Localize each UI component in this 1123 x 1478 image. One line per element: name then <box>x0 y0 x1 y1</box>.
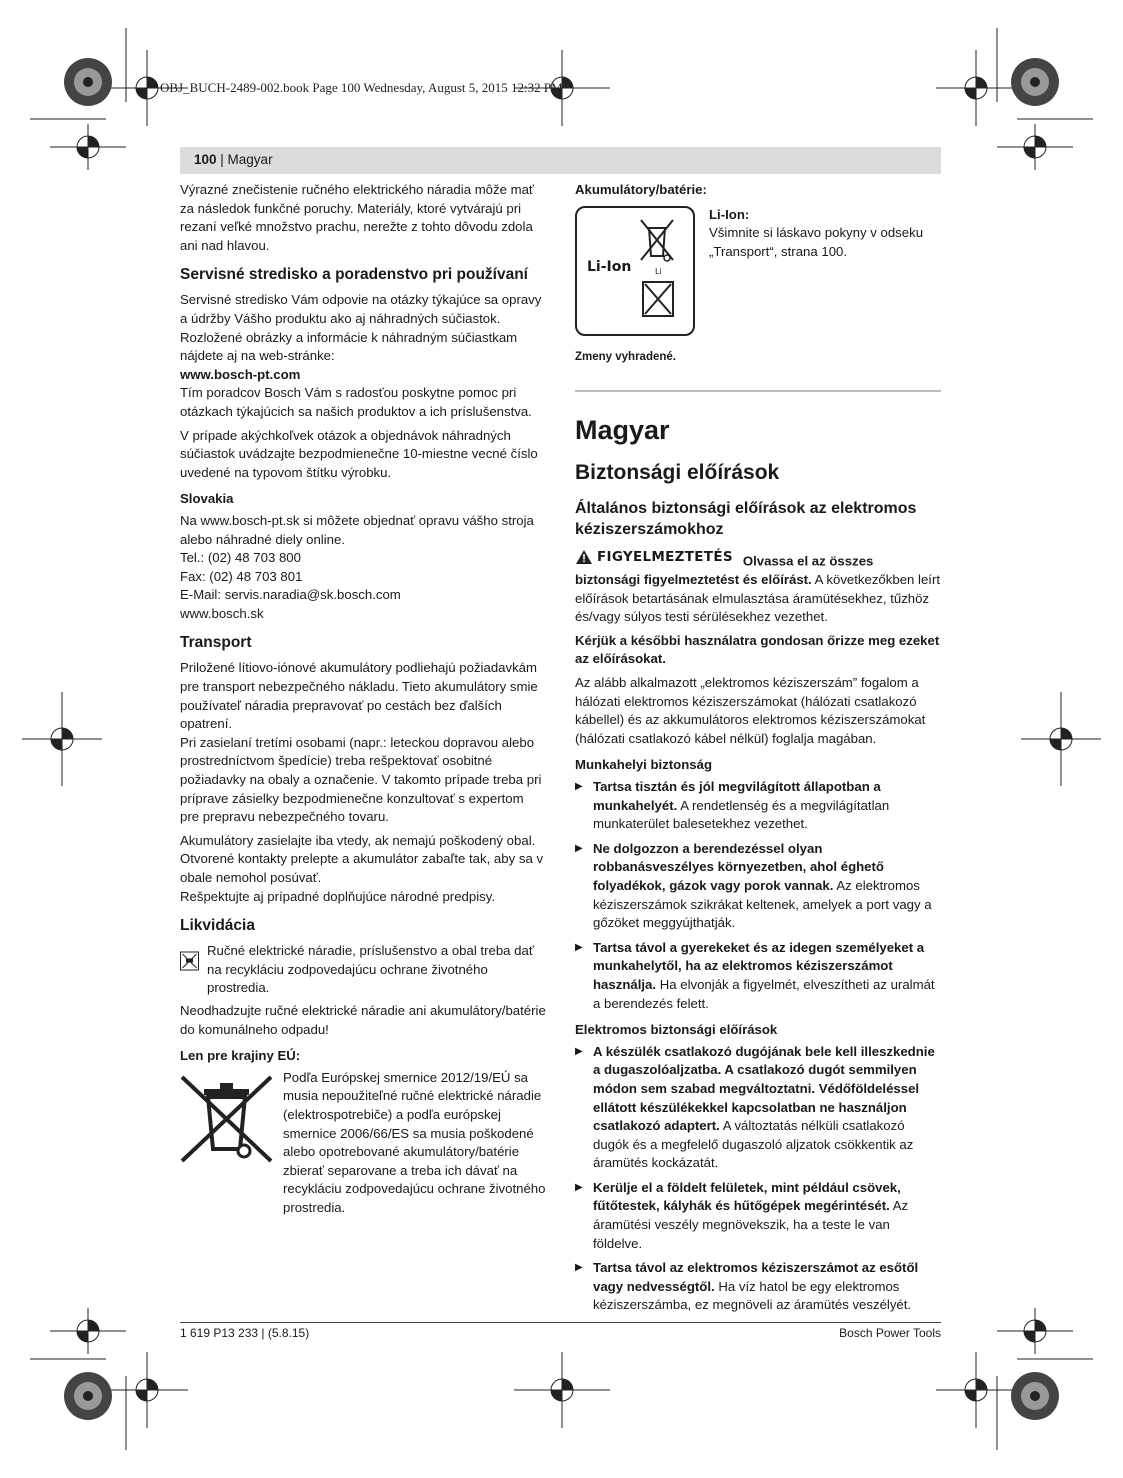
running-head-separator: | <box>216 152 228 167</box>
fax: Fax: (02) 48 703 801 <box>180 568 303 584</box>
term-paragraph: Az alább alkalmazott „elektromos kéziszerszám” fogalom a hálózati elektromos kéziszerszámokat (hálózati csatlakozó kábellel) és az akkumulátoros elektromos kéziszerszámokat (hálózati csatlakozó kábel nélkül) foglalja magában. <box>575 675 926 746</box>
email[interactable]: E-Mail: servis.naradia@sk.bosch.com <box>180 587 401 603</box>
transport-heading: Transport <box>180 634 252 652</box>
service-paragraph: Servisné stredisko Vám odpovie na otázky týkajúce sa opravy a údržby Vášho produktu ako aj náhradných súčiastok. Rozložené obrázky a informácie k náhradným súčiastkam nájdete aj na web-stránke: <box>180 292 542 364</box>
li-ion-text <box>709 206 941 336</box>
li-ion-bin-icon <box>639 216 679 326</box>
phone: Tel.: (02) 48 703 800 <box>180 550 301 566</box>
li-ion-paragraph: Všimnite si láskavo pokyny v odseku „Transport“, strana 100. <box>709 225 924 259</box>
electrical-heading: Elektromos biztonsági előírások <box>575 1022 778 1038</box>
warning-text: A következőkben leírt előírások betartásának elmulasztása áramütésekhez, tűzhöz és/vagy súlyos testi sérülésekhez vezethet. <box>575 572 941 625</box>
intro-paragraph: Výrazné znečistenie ručného elektrického náradia môže mať za následok funkčné poruchy. Materiály, ktoré vytvárajú pri rezaní veľké množstvo prachu, nerežte z tohto dôvodu zdola ani nad hlavou. <box>180 182 534 253</box>
eu-heading: Len pre krajiny EÚ: <box>180 1048 301 1064</box>
footer-brand: Bosch Power Tools <box>839 1326 941 1340</box>
service-url[interactable]: www.bosch-pt.com <box>180 366 301 382</box>
warning-triangle-icon <box>575 549 593 565</box>
footer-doc-number: 1 619 P13 233 | (5.8.15) <box>180 1326 310 1340</box>
transport-paragraph-1: Priložené lítiovo-iónové akumulátory podliehajú požiadavkám pre transport nebezpečného nákladu. Tieto akumulátory smie používateľ náradia prepravovať po cestách bez ďalších opatrení. <box>180 660 538 732</box>
footer-divider <box>180 1322 941 1323</box>
eu-paragraph: Podľa Európskej smernice 2012/19/EÚ sa musia nepoužiteľné ručné elektrické náradie (elektrospotrebiče) a podľa európskej smernice 2006/66/ES sa musia poškodené alebo opotrebované akumulátory/batérie zbierať separovane a treba ich dávať na recykláciu zodpovedajúcu ochrane životného prostredia. <box>283 1069 546 1215</box>
li-ion-symbol-label: Li-Ion <box>587 258 632 275</box>
list-item: ▶ Ne dolgozzon a berendezéssel olyan robbanásveszélyes környezetben, ahol éghető folyadékok, gázok vagy porok vannak. Az elektromos kéziszerszámok szikrákat keltenek, amelyek a port vagy a gőzöket meggyújthatják. <box>575 840 941 933</box>
slovakia-paragraph: Na www.bosch-pt.sk si môžete objednať opravu vášho stroja alebo náhradné diely online. <box>180 512 534 547</box>
slovakia-heading: Slovakia <box>180 491 234 507</box>
general-safety-heading: Általános biztonsági előírások az elektromos kéziszerszámokhoz <box>575 500 917 539</box>
transport-paragraph-4: Rešpektujte aj prípadné doplňujúce národné predpisy. <box>180 888 496 904</box>
li-ion-row <box>575 206 941 336</box>
warning-paragraph <box>575 548 941 627</box>
page-number: 100 <box>194 152 217 167</box>
running-head-language: Magyar <box>227 152 273 167</box>
li-ion-heading: Li-Ion: <box>709 206 750 222</box>
warning-label: FIGYELMEZTETÉS <box>597 549 733 566</box>
section-divider <box>575 390 941 392</box>
running-head <box>194 152 273 167</box>
keep-instructions: Kérjük a későbbi használatra gondosan őrizze meg ezeket az előírásokat. <box>575 632 940 667</box>
warning-badge <box>575 548 737 567</box>
list-item: ▶ A készülék csatlakozó dugójának bele kell illeszkednie a dugaszolóaljzatba. A csatlakozó dugót semmilyen módon sem szabad megváltoztatni. Védőföldeléssel ellátott készülékekkel kapcsolatban ne használjon csatlakozó adaptert. A változtatás nélküli csatlakozó dugók és a megfelelő dugaszoló aljzatok csökkentik az áramütés kockázatát. <box>575 1043 941 1173</box>
disposal-paragraph-1: Ručné elektrické náradie, príslušenstvo a obal treba dať na recykláciu zodpovedajúcu ochrane životného prostredia. <box>207 943 534 996</box>
li-ion-symbol <box>575 206 695 336</box>
disposal-row <box>180 942 546 998</box>
transport-paragraph-2: Pri zasielaní tretími osobami (napr.: leteckou dopravou alebo prostredníctvom špedície) treba rešpektovať osobitné požiadavky na obaly a označenie. V takomto prípade treba pri príprave zásielky bezpodmienečne konzultovať s expertom pre prepravu nebezpečného tovaru. <box>180 734 542 825</box>
crossed-bin-icon <box>180 1069 273 1169</box>
list-item: ▶ Kerülje el a földelt felületek, mint például csövek, fűtőtestek, kályhák és hűtőgépek megérintését. Az áramütési veszély megnövekszik, ha a teste le van földelve. <box>575 1179 941 1253</box>
recycle-crossed-tool-icon <box>180 942 199 980</box>
print-header: OBJ_BUCH-2489-002.book Page 100 Wednesday, August 5, 2015 12:32 PM <box>160 80 563 95</box>
safety-title: Biztonsági előírások <box>575 461 780 485</box>
disposal-paragraph-2: Neodhadzujte ručné elektrické náradie ani akumulátory/batérie do komunálneho odpadu! <box>180 1002 546 1037</box>
order-paragraph: V prípade akýchkoľvek otázok a objednávok náhradných súčiastok uvádzajte bezpodmienečne 10-miestne vecné číslo uvedené na typovom štítku výrobku. <box>180 427 538 480</box>
left-column <box>180 181 546 1218</box>
disposal-heading: Likvidácia <box>180 917 255 935</box>
eu-row <box>180 1069 546 1218</box>
section-title-magyar: Magyar <box>575 415 670 446</box>
warning-bold: Olvassa el az összes biztonsági figyelmeztetést és előírást. <box>575 553 874 588</box>
li-ion-sub-label: Li <box>655 266 662 276</box>
transport-paragraph-3: Akumulátory zasielajte iba vtedy, ak nemajú poškodený obal. Otvorené kontakty prelepte a akumulátor zabaľte tak, aby sa v obale nemohol posúvať. <box>180 832 544 885</box>
list-item: ▶ Tartsa távol a gyerekeket és az idegen személyeket a munkahelytől, ha az elektromos kéziszerszámot használja. Ha elvonják a figyelmét, elveszítheti az uralmát a berendezés felett. <box>575 939 941 1013</box>
team-paragraph: Tím poradcov Bosch Vám s radosťou poskytne pomoc pri otázkach týkajúcich sa našich produktov a ich príslušenstva. <box>180 385 532 419</box>
changes-reserved: Zmeny vyhradené. <box>575 350 676 363</box>
workplace-heading: Munkahelyi biztonság <box>575 757 713 773</box>
service-heading: Servisné stredisko a poradenstvo pri používaní <box>180 266 528 284</box>
list-item: ▶ Tartsa távol az elektromos kéziszerszámot az esőtől vagy nedvességtől. Ha víz hatol be egy elektromos kéziszerszámba, ez megnöveli az áramütés veszélyét. <box>575 1259 941 1315</box>
running-head-band <box>180 147 941 174</box>
website[interactable]: www.bosch.sk <box>180 605 264 621</box>
list-item: ▶ Tartsa tisztán és jól megvilágított állapotban a munkahelyét. A rendetlenség és a megvilágítatlan munkaterület balesetekhez vezethet. <box>575 778 941 834</box>
right-column <box>575 181 941 1321</box>
battery-heading: Akumulátory/batérie: <box>575 182 707 197</box>
